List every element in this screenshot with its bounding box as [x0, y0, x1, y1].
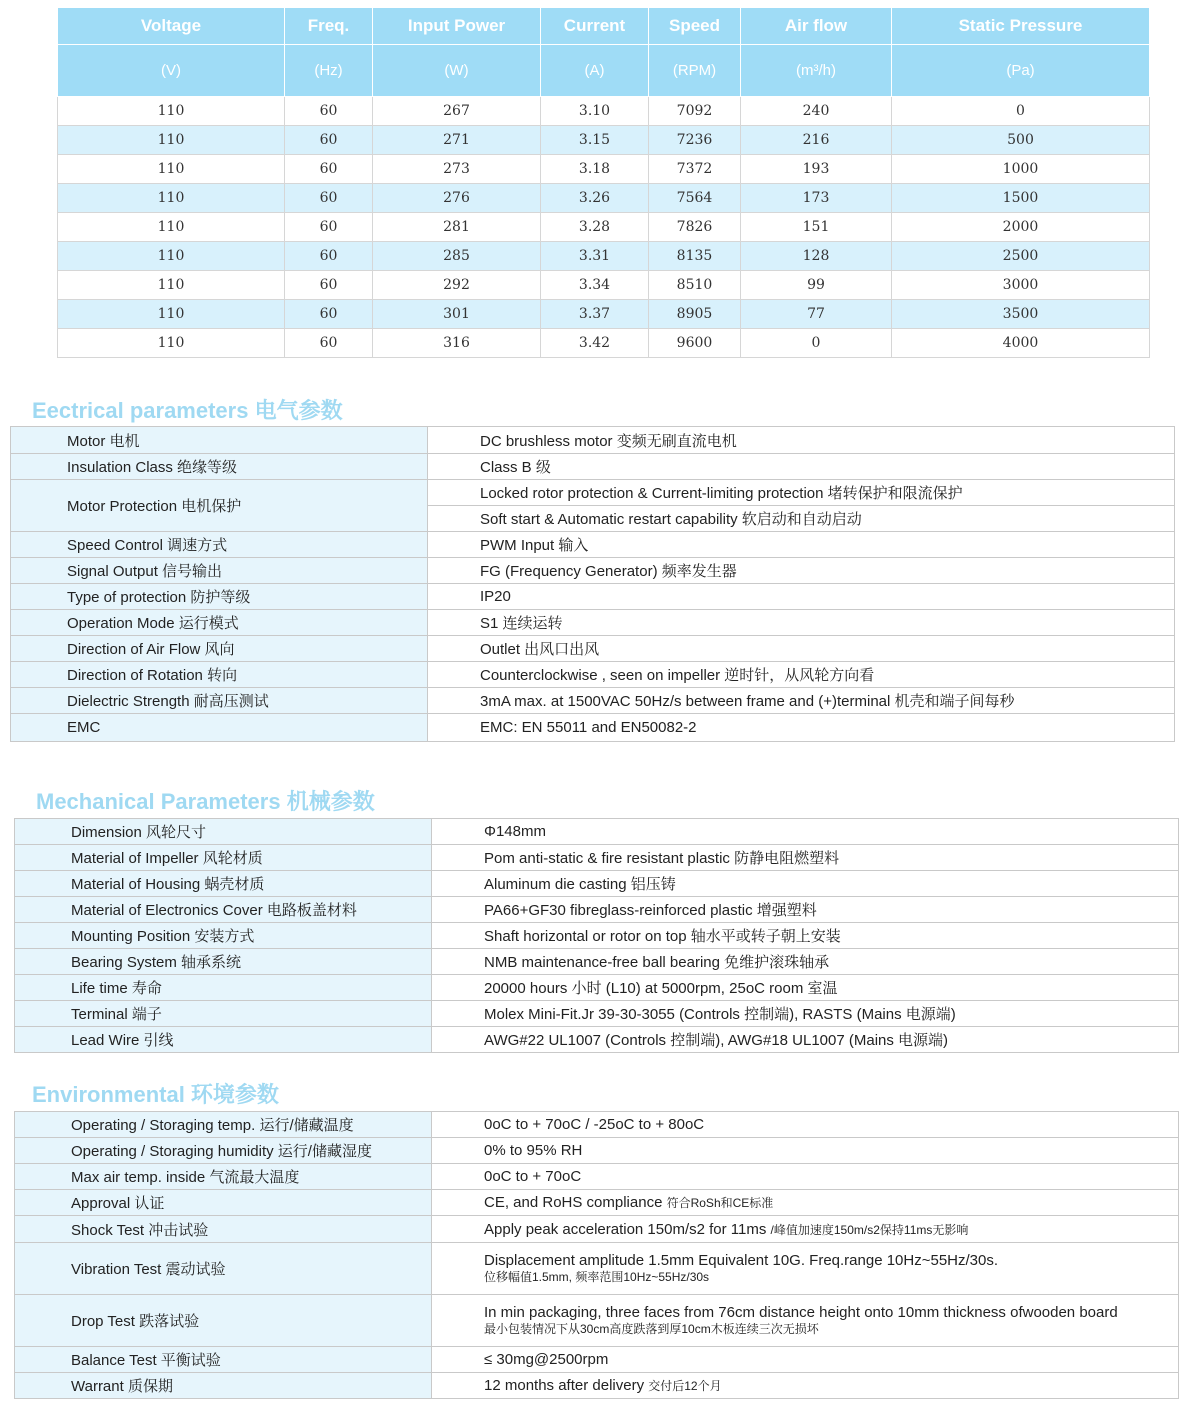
table-row [58, 242, 1150, 271]
row-label: Balance Test 平衡试验 [15, 1347, 432, 1373]
row-label: Motor 电机 [11, 427, 428, 454]
mechanical-table [14, 818, 1179, 1053]
table-row [58, 213, 1150, 242]
table-cell: 110 [58, 271, 285, 300]
table-row [11, 636, 1175, 662]
table-cell: 110 [58, 300, 285, 329]
row-label: Shock Test 冲击试验 [15, 1216, 432, 1243]
table-cell: 151 [741, 213, 892, 242]
row-label: Warrant 质保期 [15, 1373, 432, 1399]
table-cell: 3000 [892, 271, 1150, 300]
table-cell: 60 [285, 300, 373, 329]
table-cell: 0 [892, 97, 1150, 126]
table-row [15, 1112, 1179, 1138]
table-cell: 7372 [649, 155, 741, 184]
value-en: In min packaging, three faces from 76cm distance height onto 10mm thickness ofwooden board [484, 1303, 1118, 1321]
row-label: Terminal 端子 [15, 1001, 432, 1027]
table-cell: 267 [373, 97, 541, 126]
environmental-table [14, 1111, 1179, 1399]
row-label: Motor Protection 电机保护 [11, 480, 428, 532]
table-cell: 60 [285, 184, 373, 213]
table-row [58, 300, 1150, 329]
column-unit: (W) [373, 45, 541, 97]
table-cell: 1000 [892, 155, 1150, 184]
row-value: Counterclockwise , seen on impeller 逆时针，从风轮方向看 [428, 662, 1175, 688]
table-cell: 60 [285, 97, 373, 126]
table-cell: 60 [285, 155, 373, 184]
row-label: Dielectric Strength 耐高压测试 [11, 688, 428, 714]
column-unit: (A) [541, 45, 649, 97]
row-value: 3mA max. at 1500VAC 50Hz/s between frame and (+)terminal 机壳和端子间每秒 [428, 688, 1175, 714]
row-value [432, 1373, 1179, 1399]
row-label: Operation Mode 运行模式 [11, 610, 428, 636]
column-unit: (m³/h) [741, 45, 892, 97]
table-cell: 3500 [892, 300, 1150, 329]
performance-unit-row [58, 45, 1150, 97]
table-row [15, 975, 1179, 1001]
row-value: 0oC to + 70oC / -25oC to + 80oC [432, 1112, 1179, 1138]
table-row [15, 1164, 1179, 1190]
table-row [58, 329, 1150, 358]
table-cell: 292 [373, 271, 541, 300]
row-label: Material of Impeller 风轮材质 [15, 845, 432, 871]
row-value: Locked rotor protection & Current-limiting protection 堵转保护和限流保护 [428, 480, 1175, 506]
performance-table [57, 7, 1150, 358]
table-row [11, 688, 1175, 714]
table-cell: 60 [285, 242, 373, 271]
table-cell: 3.28 [541, 213, 649, 242]
row-label: Lead Wire 引线 [15, 1027, 432, 1053]
performance-header-row [58, 8, 1150, 45]
row-label: Insulation Class 绝缘等级 [11, 454, 428, 480]
table-cell: 273 [373, 155, 541, 184]
table-row [15, 1027, 1179, 1053]
electrical-table [10, 426, 1175, 742]
table-row [15, 1001, 1179, 1027]
column-header: Freq. [285, 8, 373, 45]
table-row [15, 845, 1179, 871]
row-value [432, 1295, 1179, 1347]
column-header: Voltage [58, 8, 285, 45]
column-unit: (Pa) [892, 45, 1150, 97]
table-row [15, 1216, 1179, 1243]
table-cell: 240 [741, 97, 892, 126]
row-label: Mounting Position 安装方式 [15, 923, 432, 949]
row-label: Vibration Test 震动试验 [15, 1243, 432, 1295]
table-cell: 128 [741, 242, 892, 271]
column-unit: (Hz) [285, 45, 373, 97]
table-row [15, 871, 1179, 897]
table-cell: 7826 [649, 213, 741, 242]
row-label: Speed Control 调速方式 [11, 532, 428, 558]
column-header: Static Pressure [892, 8, 1150, 45]
row-value [432, 1243, 1179, 1295]
row-value: FG (Frequency Generator) 频率发生器 [428, 558, 1175, 584]
row-label: Operating / Storaging temp. 运行/储藏温度 [15, 1112, 432, 1138]
table-cell: 110 [58, 155, 285, 184]
row-label: Operating / Storaging humidity 运行/储藏湿度 [15, 1138, 432, 1164]
row-value [432, 1216, 1179, 1243]
column-header: Current [541, 8, 649, 45]
table-row [11, 427, 1175, 454]
row-label: Material of Housing 蜗壳材质 [15, 871, 432, 897]
row-label: Dimension 风轮尺寸 [15, 819, 432, 845]
table-row [15, 1190, 1179, 1216]
table-cell: 3.15 [541, 126, 649, 155]
mechanical-section-title: Mechanical Parameters 机械参数 [36, 789, 375, 814]
table-cell: 1500 [892, 184, 1150, 213]
table-cell: 216 [741, 126, 892, 155]
table-row [58, 271, 1150, 300]
performance-body [58, 97, 1150, 358]
table-row [15, 1295, 1179, 1347]
table-cell: 8510 [649, 271, 741, 300]
column-header: Input Power [373, 8, 541, 45]
row-value: AWG#22 UL1007 (Controls 控制端), AWG#18 UL1007 (Mains 电源端) [432, 1027, 1179, 1053]
table-cell: 8905 [649, 300, 741, 329]
table-row [15, 949, 1179, 975]
row-label: EMC [11, 714, 428, 742]
table-cell: 110 [58, 242, 285, 271]
table-cell: 301 [373, 300, 541, 329]
row-value: PWM Input 输入 [428, 532, 1175, 558]
value-cn: 交付后12个月 [648, 1379, 722, 1393]
table-cell: 7564 [649, 184, 741, 213]
table-cell: 60 [285, 329, 373, 358]
row-value: ≤ 30mg@2500rpm [432, 1347, 1179, 1373]
row-label: Drop Test 跌落试验 [15, 1295, 432, 1347]
column-unit: (V) [58, 45, 285, 97]
table-cell: 285 [373, 242, 541, 271]
row-value: IP20 [428, 584, 1175, 610]
table-row [15, 897, 1179, 923]
value-cn: 符合RoSh和CE标准 [666, 1196, 774, 1210]
row-value: Soft start & Automatic restart capability 软启动和自动启动 [428, 506, 1175, 532]
table-row [58, 126, 1150, 155]
table-cell: 8135 [649, 242, 741, 271]
table-row [11, 454, 1175, 480]
row-value: Φ148mm [432, 819, 1179, 845]
table-cell: 110 [58, 97, 285, 126]
row-value: Class B 级 [428, 454, 1175, 480]
table-cell: 3.26 [541, 184, 649, 213]
table-cell: 500 [892, 126, 1150, 155]
table-cell: 60 [285, 271, 373, 300]
row-label: Direction of Air Flow 风向 [11, 636, 428, 662]
table-row [15, 923, 1179, 949]
row-label: Bearing System 轴承系统 [15, 949, 432, 975]
table-cell: 3.37 [541, 300, 649, 329]
table-cell: 9600 [649, 329, 741, 358]
value-en: 12 months after delivery [484, 1377, 649, 1394]
table-cell: 110 [58, 184, 285, 213]
value-cn: 位移幅值1.5mm, 频率范围10Hz~55Hz/30s [484, 1269, 710, 1284]
table-cell: 3.34 [541, 271, 649, 300]
table-cell: 110 [58, 126, 285, 155]
table-cell: 7236 [649, 126, 741, 155]
table-cell: 281 [373, 213, 541, 242]
electrical-section-title: Eectrical parameters 电气参数 [32, 398, 343, 423]
table-cell: 99 [741, 271, 892, 300]
row-value: 0% to 95% RH [432, 1138, 1179, 1164]
row-label: Approval 认证 [15, 1190, 432, 1216]
row-value: Pom anti-static & fire resistant plastic 防静电阻燃塑料 [432, 845, 1179, 871]
table-cell: 0 [741, 329, 892, 358]
table-row [58, 97, 1150, 126]
row-value: PA66+GF30 fibreglass-reinforced plastic 增强塑料 [432, 897, 1179, 923]
row-label: Material of Electronics Cover 电路板盖材料 [15, 897, 432, 923]
table-cell: 60 [285, 213, 373, 242]
table-cell: 193 [741, 155, 892, 184]
table-row [11, 714, 1175, 742]
table-row [11, 662, 1175, 688]
table-row [15, 1138, 1179, 1164]
row-label: Direction of Rotation 转向 [11, 662, 428, 688]
value-en: Apply peak acceleration 150m/s2 for 11ms [484, 1220, 771, 1238]
row-label: Life time 寿命 [15, 975, 432, 1001]
table-row [11, 610, 1175, 636]
row-value: NMB maintenance-free ball bearing 免维护滚珠轴承 [432, 949, 1179, 975]
table-row [15, 819, 1179, 845]
table-cell: 3.10 [541, 97, 649, 126]
table-row [15, 1347, 1179, 1373]
row-value: Aluminum die casting 铝压铸 [432, 871, 1179, 897]
table-cell: 3.31 [541, 242, 649, 271]
row-value: DC brushless motor 变频无刷直流电机 [428, 427, 1175, 454]
value-en: Displacement amplitude 1.5mm Equivalent 10G. Freq.range 10Hz~55Hz/30s. [484, 1251, 999, 1269]
row-value: 0oC to + 70oC [432, 1164, 1179, 1190]
table-cell: 316 [373, 329, 541, 358]
column-unit: (RPM) [649, 45, 741, 97]
table-row [11, 532, 1175, 558]
table-row [58, 155, 1150, 184]
row-value: 20000 hours 小时 (L10) at 5000rpm, 25oC room 室温 [432, 975, 1179, 1001]
table-cell: 110 [58, 329, 285, 358]
table-cell: 7092 [649, 97, 741, 126]
table-cell: 276 [373, 184, 541, 213]
table-cell: 3.18 [541, 155, 649, 184]
value-cn: 最小包装情况下从30cm高度跌落到厚10cm木板连续三次无损坏 [484, 1321, 819, 1336]
row-value: Molex Mini-Fit.Jr 39-30-3055 (Controls 控制端), RASTS (Mains 电源端) [432, 1001, 1179, 1027]
table-cell: 4000 [892, 329, 1150, 358]
table-cell: 77 [741, 300, 892, 329]
column-header: Speed [649, 8, 741, 45]
table-cell: 3.42 [541, 329, 649, 358]
environmental-section-title: Environmental 环境参数 [32, 1082, 279, 1107]
table-cell: 271 [373, 126, 541, 155]
row-value: Shaft horizontal or rotor on top 轴水平或转子朝上安装 [432, 923, 1179, 949]
value-en: CE, and RoHS compliance [484, 1194, 667, 1211]
table-row [58, 184, 1150, 213]
value-cn: /峰值加速度150m/s2保持11ms无影响 [770, 1222, 969, 1237]
row-value: EMC: EN 55011 and EN50082-2 [428, 714, 1175, 742]
table-cell: 60 [285, 126, 373, 155]
row-label: Max air temp. inside 气流最大温度 [15, 1164, 432, 1190]
column-header: Air flow [741, 8, 892, 45]
table-row [15, 1243, 1179, 1295]
table-row [15, 1373, 1179, 1399]
table-row [11, 558, 1175, 584]
row-value: Outlet 出风口出风 [428, 636, 1175, 662]
table-row [11, 480, 1175, 506]
table-row [11, 584, 1175, 610]
table-cell: 110 [58, 213, 285, 242]
table-cell: 2000 [892, 213, 1150, 242]
table-cell: 173 [741, 184, 892, 213]
row-label: Signal Output 信号输出 [11, 558, 428, 584]
row-value: S1 连续运转 [428, 610, 1175, 636]
row-label: Type of protection 防护等级 [11, 584, 428, 610]
table-cell: 2500 [892, 242, 1150, 271]
row-value [432, 1190, 1179, 1216]
